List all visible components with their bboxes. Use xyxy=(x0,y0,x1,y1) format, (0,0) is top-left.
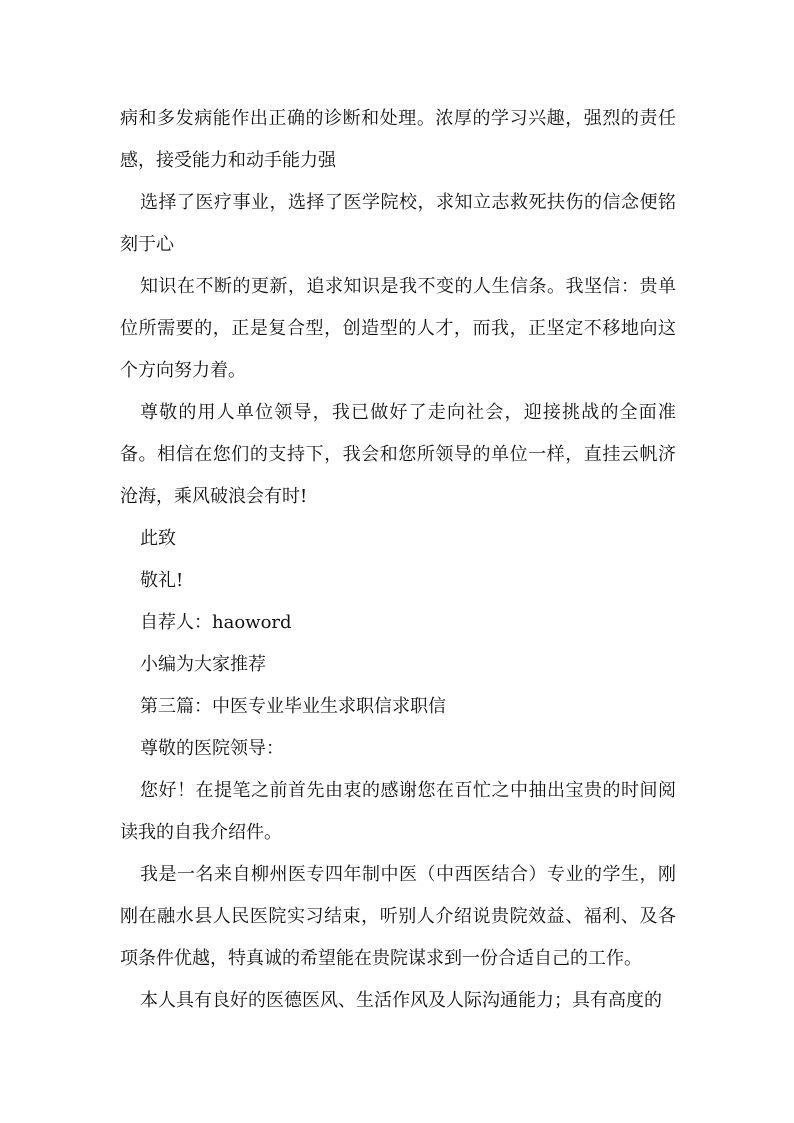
paragraph-4: 尊敬的用人单位领导，我已做好了走向社会，迎接挑战的全面准备。相信在您们的支持下，我会和您所领导的单位一样，直挂云帆济沧海，乘风破浪会有时! xyxy=(120,402,676,507)
paragraph-intro: 您好！在提笔之前首先由衷的感谢您在百忙之中抽出宝贵的时间阅读我的自我介绍件。 xyxy=(120,780,676,843)
paragraph-3: 知识在不断的更新，追求知识是我不变的人生信条。我坚信：贵单位所需要的，正是复合型，创造型的人才，而我，正坚定不移地向这个方向努力着。 xyxy=(120,276,676,381)
paragraph-2: 选择了医疗事业，选择了医学院校，求知立志救死扶伤的信念便铭刻于心 xyxy=(120,192,676,255)
paragraph-background: 我是一名来自柳州医专四年制中医（中西医结合）专业的学生，刚刚在融水县人民医院实习结束，听别人介绍说贵院效益、福利、及各项条件优越，特真诚的希望能在贵院谋求到一份合适自己的工作。 xyxy=(120,864,676,969)
paragraph-qualities: 本人具有良好的医德医风、生活作风及人际沟通能力；具有高度的 xyxy=(140,990,662,1011)
greeting-line: 尊敬的医院领导： xyxy=(140,738,284,759)
document-body xyxy=(120,98,676,1022)
paragraph-1: 病和多发病能作出正确的诊断和处理。浓厚的学习兴趣，强烈的责任感，接受能力和动手能力强 xyxy=(120,108,676,171)
editor-recommend-line: 小编为大家推荐 xyxy=(140,654,266,675)
signature-line: 自荐人：haoword xyxy=(140,612,292,633)
salutation-line: 敬礼! xyxy=(140,570,184,591)
closing-line: 此致 xyxy=(140,528,176,549)
section-heading: 第三篇：中医专业毕业生求职信求职信 xyxy=(140,696,446,717)
